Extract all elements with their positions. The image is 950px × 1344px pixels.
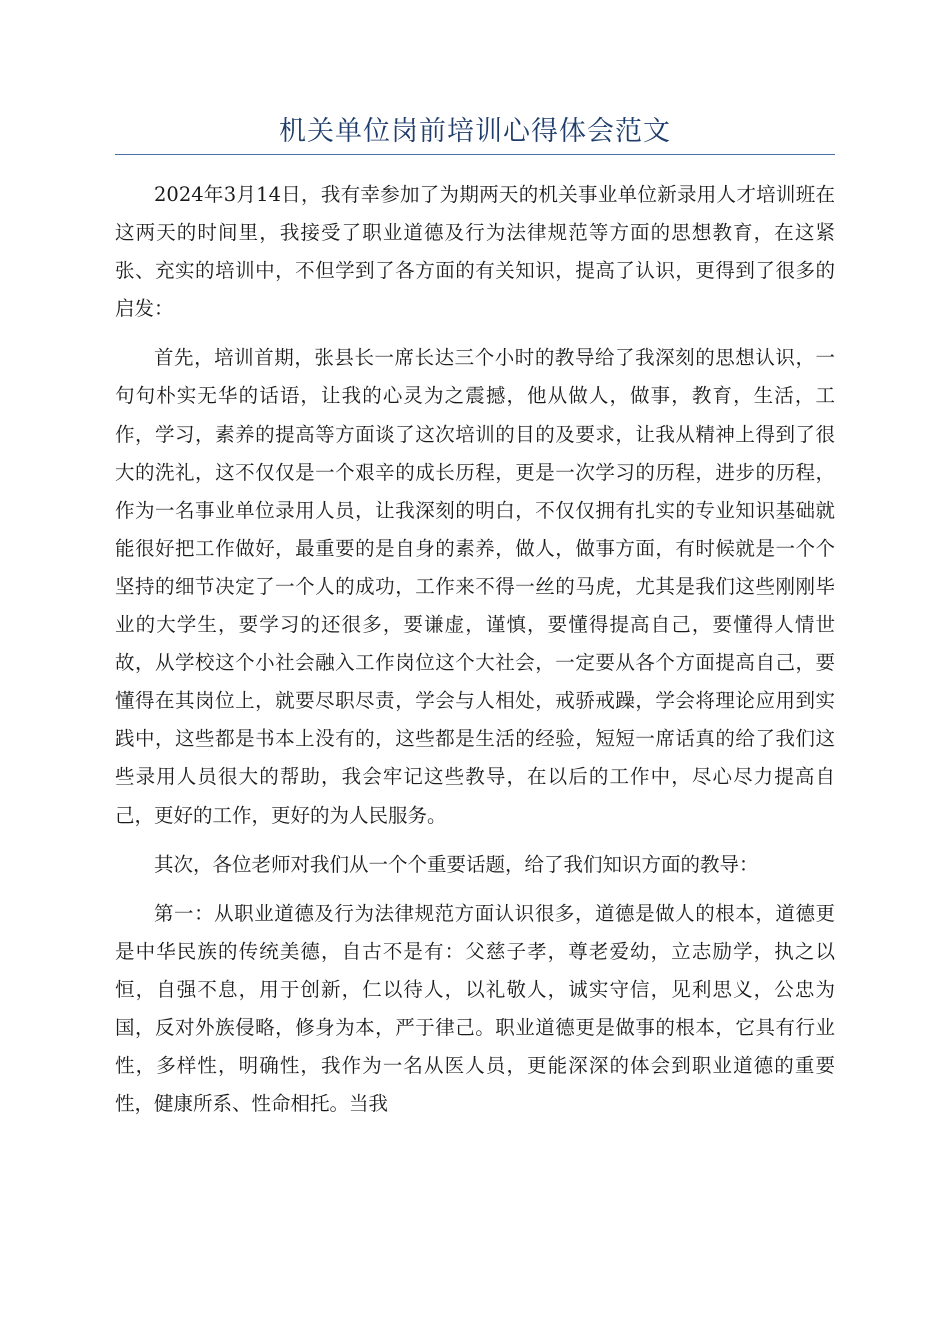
document-title: 机关单位岗前培训心得体会范文 <box>279 116 671 147</box>
title-underline <box>115 154 835 155</box>
document-body <box>115 176 835 1134</box>
paragraph-first: 首先，培训首期，张县长一席长达三个小时的教导给了我深刻的思想认识，一句句朴实无华的话语，让我的心灵为之震撼，他从做人，做事，教育，生活，工作，学习，素养的提高等方面谈了这次培训的目的及要求，让我从精神上得到了很大的洗礼，这不仅仅是一个艰辛的成长历程，更是一次学习的历程，进步的历程，作为一名事业单位录用人员，让我深刻的明白，不仅仅拥有扎实的专业知识基础就能很好把工作做好，最重要的是自身的素养，做人，做事方面，有时候就是一个个坚持的细节决定了一个人的成功，工作来不得一丝的马虎，尤其是我们这些刚刚毕业的大学生，要学习的还很多，要谦虚，谨慎，要懂得提高自己，要懂得人情世故，从学校这个小社会融入工作岗位这个大社会，一定要从各个方面提高自己，要懂得在其岗位上，就要尽职尽责，学会与人相处，戒骄戒躁，学会将理论应用到实践中，这些都是书本上没有的，这些都是生活的经验，短短一席话真的给了我们这些录用人员很大的帮助，我会牢记这些教导，在以后的工作中，尽心尽力提高自己，更好的工作，更好的为人民服务。 <box>115 346 835 827</box>
paragraph-intro: 2024年3月14日，我有幸参加了为期两天的机关事业单位新录用人才培训班在这两天的时间里，我接受了职业道德及行为法律规范等方面的思想教育，在这紧张、充实的培训中，不但学到了各方面的有关知识，提高了认识，更得到了很多的启发： <box>115 183 835 321</box>
paragraph-point-one: 第一：从职业道德及行为法律规范方面认识很多，道德是做人的根本，道德更是中华民族的传统美德，自古不是有：父慈子孝，尊老爱幼，立志励学，执之以恒，自强不息，用于创新，仁以待人，以礼敬人，诚实守信，见利思义，公忠为国，反对外族侵略，修身为本，严于律己。职业道德更是做事的根本，它具有行业性，多样性，明确性，我作为一名从医人员，更能深深的体会到职业道德的重要性，健康所系、性命相托。当我 <box>115 901 835 1116</box>
paragraph-second: 其次，各位老师对我们从一个个重要话题，给了我们知识方面的教导： <box>154 852 759 876</box>
